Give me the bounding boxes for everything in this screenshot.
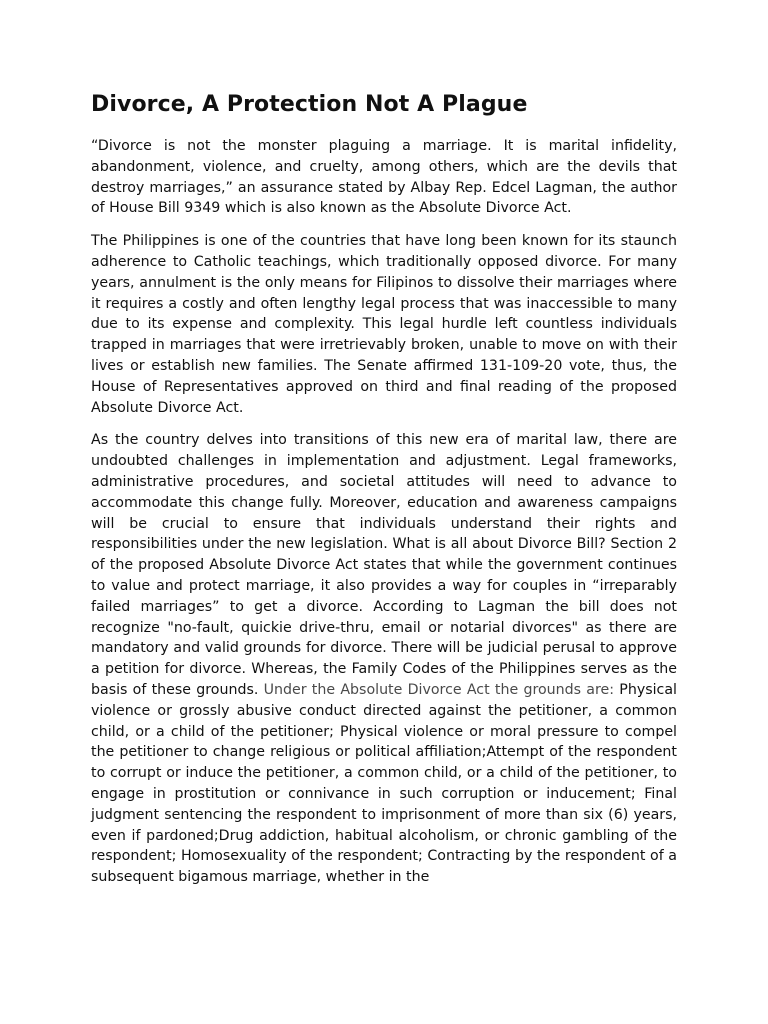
paragraph-3-text-part-1: As the country delves into transitions of this new era of marital law, there are undoubted challenges in implementation and adjustment. Legal frameworks, administrative procedures, and societal attitudes will need to advance to accommodate this change fully. Moreover, education and awareness campaigns will be crucial to ensure that individuals understand their rights and responsibilities under the new legislation. What is all about Divorce Bill? Section 2 of the proposed Absolute Divorce Act states that while the government continues to value and protect marriage, it also provides a way for couples in “irreparably failed marriages” to get a divorce. According to Lagman the bill does not recognize "no-fault, quickie drive-thru, email or notarial divorces" as there are mandatory and valid grounds for divorce. There will be judicial perusal to approve a petition for divorce. Whereas, the Family Codes of the Philippines serves as the basis of these grounds. — [91, 432, 677, 698]
document-title: Divorce, A Protection Not A Plague — [91, 92, 528, 117]
paragraph-3-text-part-2: Physical violence or grossly abusive conduct directed against the petitioner, a common child, or a child of the petitioner; Physical violence or moral pressure to compel the petitioner to change religious or political affiliation;Attempt of the respondent to corrupt or induce the petitioner, a common child, or a child of the petitioner, to engage in prostitution or connivance in such corruption or inducement; Final judgment sentencing the respondent to imprisonment of more than six (6) years, even if pardoned;Drug addiction, habitual alcoholism, or chronic gambling of the respondent; Homosexuality of the respondent; Contracting by the respondent of a subsequent bigamous marriage, whether in the — [91, 681, 677, 886]
paragraph-divorce-bill-details — [91, 430, 677, 888]
paragraph-intro-quote: “Divorce is not the monster plaguing a marriage. It is marital infidelity, abandonment, violence, and cruelty, among others, which are the devils that destroy marriages,” an assurance stated by Albay Rep. Edcel Lagman, the author of House Bill 9349 which is also known as the Absolute Divorce Act. — [91, 138, 677, 217]
grounds-heading-inline: Under the Absolute Divorce Act the grounds are: — [263, 681, 615, 698]
paragraph-philippines-background: The Philippines is one of the countries that have long been known for its staunch adherence to Catholic teachings, which traditionally opposed divorce. For many years, annulment is the only means for Filipinos to dissolve their marriages where it requires a costly and often lengthy legal process that was inaccessible to many due to its expense and complexity. This legal hurdle left countless individuals trapped in marriages that were irretrievably broken, unable to move on with their lives or establish new families. The Senate affirmed 131-109-20 vote, thus, the House of Representatives approved on third and final reading of the proposed Absolute Divorce Act. — [91, 233, 677, 416]
document-page — [91, 88, 677, 888]
